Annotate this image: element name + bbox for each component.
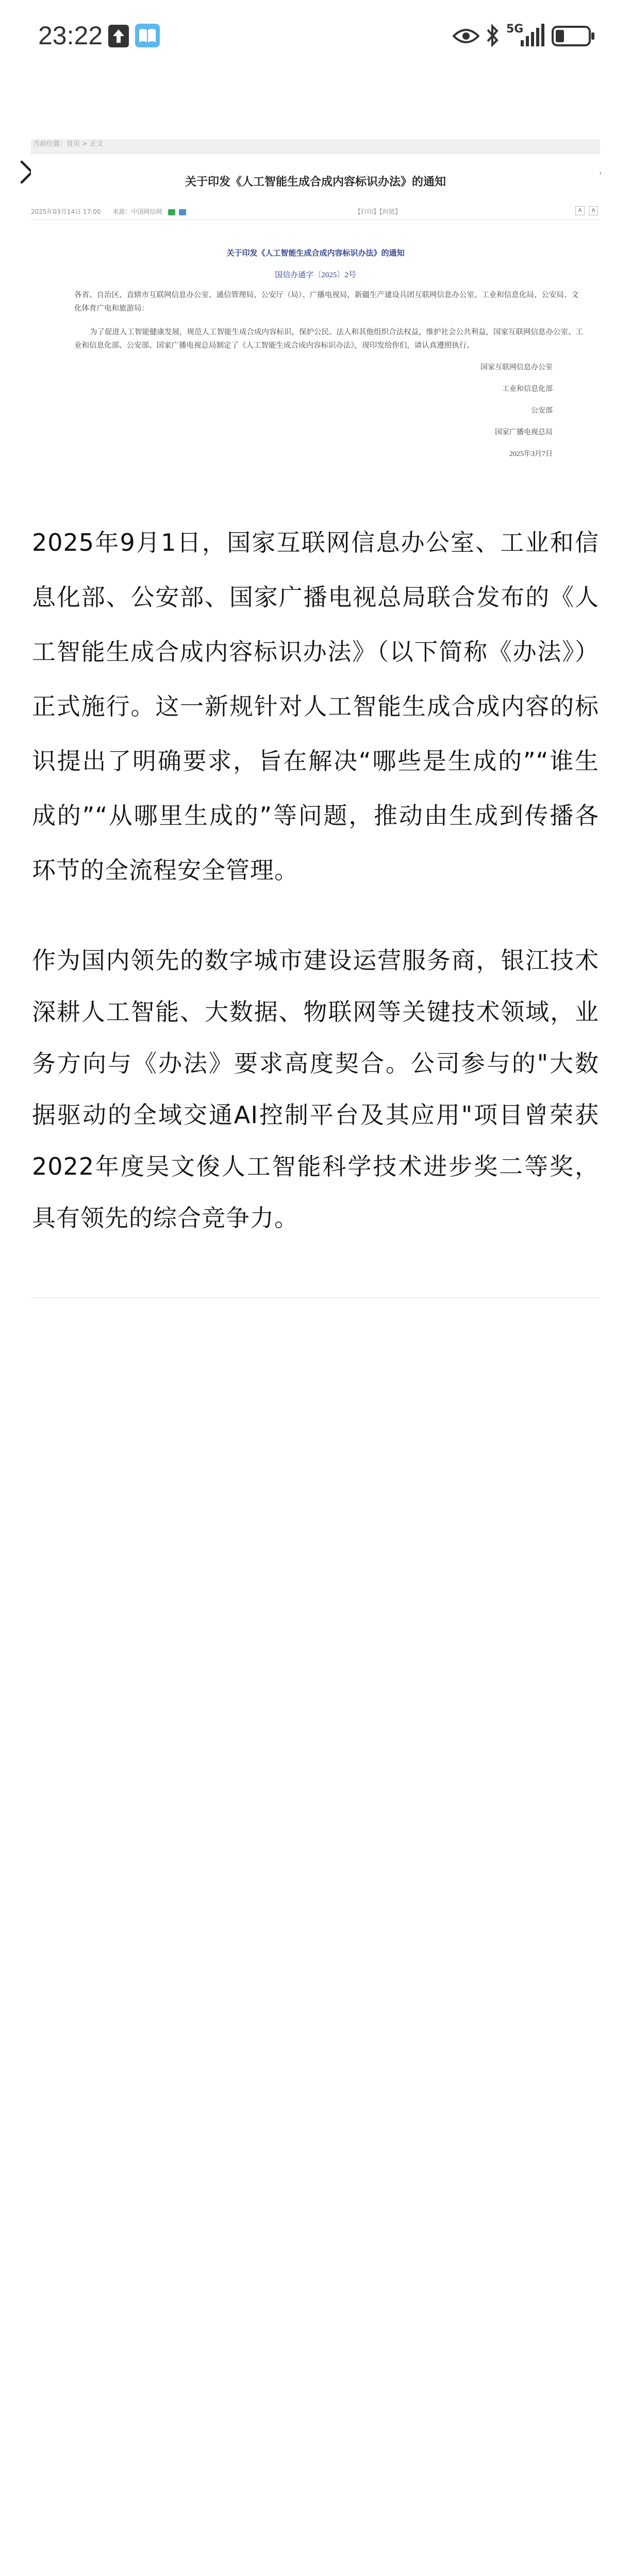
doc-signature: 国家互联网信息办公室 [480,364,553,371]
doc-address: 各省、自治区、直辖市互联网信息办公室、通信管理局、公安厅（局）、广播电视局，新疆生产建设兵团互联网信息办公室、工业和信息化局、公安局、文化体育广电和旅游局： [74,291,579,313]
doc-print-links: 【打印】【纠错】 [355,208,402,215]
battery-icon [552,26,595,46]
bottom-action-bar [0,1298,631,1391]
signal-icon [520,24,544,47]
doc-signature: 公安部 [531,407,553,415]
document-screenshot-image[interactable] [31,139,600,469]
book-icon [135,24,160,47]
doc-title: 关于印发《人工智能生成合成内容标识办法》的通知 [185,175,446,188]
doc-signature: 工业和信息化部 [502,385,553,393]
doc-source: 来源：中国网信网 [112,208,162,215]
status-bar [0,0,631,72]
font-smaller-button: A [575,206,585,215]
doc-body-text: 为了促进人工智能健康发展，规范人工智能生成合成内容标识，保护公民、法人和其他组织合法权益，维护社会公共利益，国家互联网信息办公室、工业和信息化部、公安部、国家广播电视总局制定了《人工智能生成合成内容标识办法》，现印发给你们，请认真遵照执行。 [74,328,583,350]
doc-signature: 国家广播电视总局 [495,429,553,436]
doc-breadcrumb: 当前位置：首页 > 正文 [31,139,600,154]
article-paragraph: 作为国内领先的数字城市建设运营服务商，银江技术深耕人工智能、大数据、物联网等关键技术领域，业务方向与《办法》要求高度契合。公司参与的"大数据驱动的全域交通AI控制平台及其应用"项目曾荣获2022年度吴文俊人工智能科学技术进步奖二等奖，具有领先的综合竞争力。 [32,946,599,1232]
doc-date-signed: 2025年3月7日 [509,450,553,458]
network-type-label: 5G [506,23,524,36]
upload-icon [108,25,129,47]
doc-date: 2025年03月14日 17:00 [31,208,101,215]
eye-icon [453,28,479,44]
doc-subtitle: 关于印发《人工智能生成合成内容标识办法》的通知 [226,249,405,258]
status-time: 23:22 [38,21,103,50]
wechat-share-icon [168,209,175,215]
font-larger-button: A [589,206,598,215]
top-nav-bar [0,72,631,139]
bluetooth-icon [485,24,500,47]
article-paragraph: 2025年9月1日，国家互联网信息办公室、工业和信息化部、公安部、国家广播电视总局联合发布的《人工智能生成合成内容标识办法》（以下简称《办法》）正式施行。这一新规针对人工智能生成合成内容的标识提出了明确要求，旨在解决“哪些是生成的”“谁生成的”“从哪里生成的”等问题，推动由生成到传播各环节的全流程安全管理。 [32,529,599,884]
doc-meta [31,205,600,220]
doc-code: 国信办通字〔2025〕2号 [275,271,356,279]
weibo-share-icon [179,209,186,215]
